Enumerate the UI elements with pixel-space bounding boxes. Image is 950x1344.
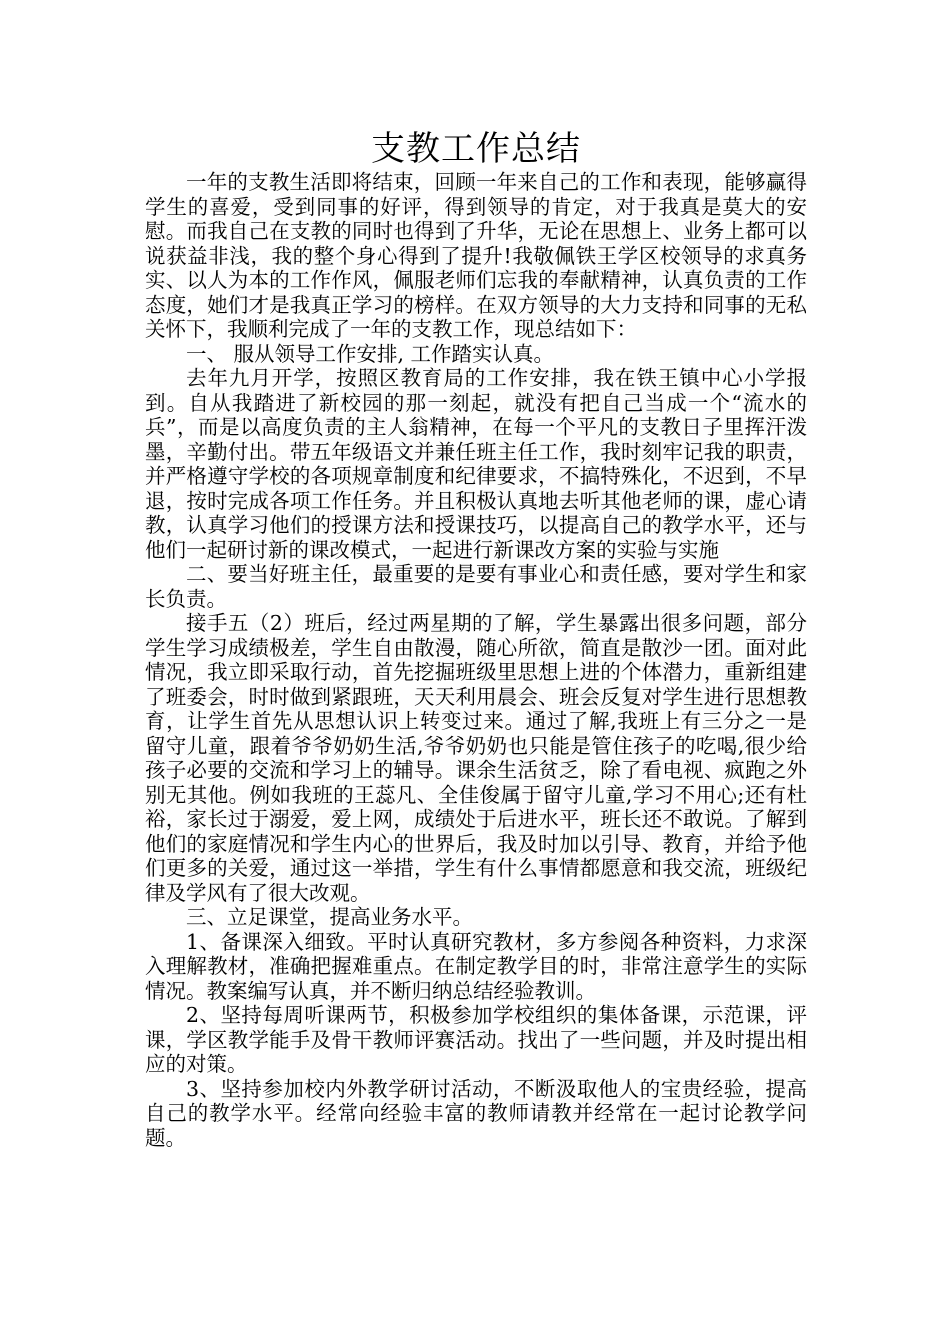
heading-section-1: 一、 服从领导工作安排, 工作踏实认真。 (186, 341, 555, 366)
paragraph-item-1: 1、备课深入细致。平时认真研究教材，多方参阅各种资料，力求深入理解教材，准确把握难重点。在制定教学目的时，非常注意学生的实际情况。教案编写认真，并不断归纳总结经验教训。 (145, 929, 807, 1003)
paragraph-section-1: 去年九月开学，按照区教育局的工作安排，我在铁王镇中心小学报到。自从我踏进了新校园的那一刻起，就没有把自己当成一个“流水的兵”，而是以高度负责的主人翁精神，在每一个平凡的支教日子里挥汗泼墨，辛勤付出。带五年级语文并兼任班主任工作，我时刻牢记我的职责，并严格遵守学校的各项规章制度和纪律要求，不搞特殊化，不迟到，不早退，按时完成各项工作任务。并且积极认真地去听其他老师的课，虚心请教，认真学习他们的授课方法和授课技巧，以提高自己的教学水平，还与他们一起研讨新的课改模式，一起进行新课改方案的实验与实施 (145, 366, 807, 562)
paragraph-item-2: 2、坚持每周听课两节，积极参加学校组织的集体备课，示范课，评课，学区教学能手及骨干教师评赛活动。找出了一些问题，并及时提出相应的对策。 (145, 1003, 807, 1076)
paragraph-item-3: 3、坚持参加校内外教学研讨活动，不断汲取他人的宝贵经验，提高自己的教学水平。经常向经验丰富的教师请教并经常在一起讨论教学问题。 (145, 1076, 807, 1150)
heading-section-3: 三、立足课堂，提高业务水平。 (186, 905, 473, 929)
paragraph-intro: 一年的支教生活即将结束，回顾一年来自己的工作和表现，能够赢得学生的喜爱，受到同事的好评，得到领导的肯定，对于我真是莫大的安慰。而我自己在支教的同时也得到了升华，无论在思想上、业务上都可以说获益非浅，我的整个身心得到了提升!我敬佩铁王学区校领导的求真务实、以人为本的工作作风，佩服老师们忘我的奉献精神，认真负责的工作态度，她们才是我真正学习的榜样。在双方领导的大力支持和同事的无私关怀下，我顺利完成了一年的支教工作，现总结如下： (145, 170, 807, 341)
document-title: 支教工作总结 (371, 129, 581, 169)
paragraph-section-2: 接手五（2）班后，经过两星期的了解，学生暴露出很多问题，部分学生学习成绩极差，学生自由散漫，随心所欲，简直是散沙一团。面对此情况，我立即采取行动，首先挖掘班级里思想上进的个体潜力，重新组建了班委会，时时做到紧跟班，天天利用晨会、班会反复对学生进行思想教育，让学生首先从思想认识上转变过来。通过了解,我班上有三分之一是留守儿童，跟着爷爷奶奶生活,爷爷奶奶也只能是管住孩子的吃喝,很少给孩子必要的交流和学习上的辅导。课余生活贫乏，除了看电视、疯跑之外别无其他。例如我班的王蕊凡、全佳俊属于留守儿童,学习不用心;还有杜裕，家长过于溺爱，爱上网，成绩处于后进水平，班长还不敢说。了解到他们的家庭情况和学生内心的世界后，我及时加以引导、教育，并给予他们更多的关爱，通过这一举措，学生有什么事情都愿意和我交流，班级纪律及学风有了很大改观。 (145, 611, 807, 905)
document-page (145, 128, 807, 1150)
heading-section-2: 二、要当好班主任，最重要的是要有事业心和责任感，要对学生和家长负责。 (145, 562, 807, 611)
